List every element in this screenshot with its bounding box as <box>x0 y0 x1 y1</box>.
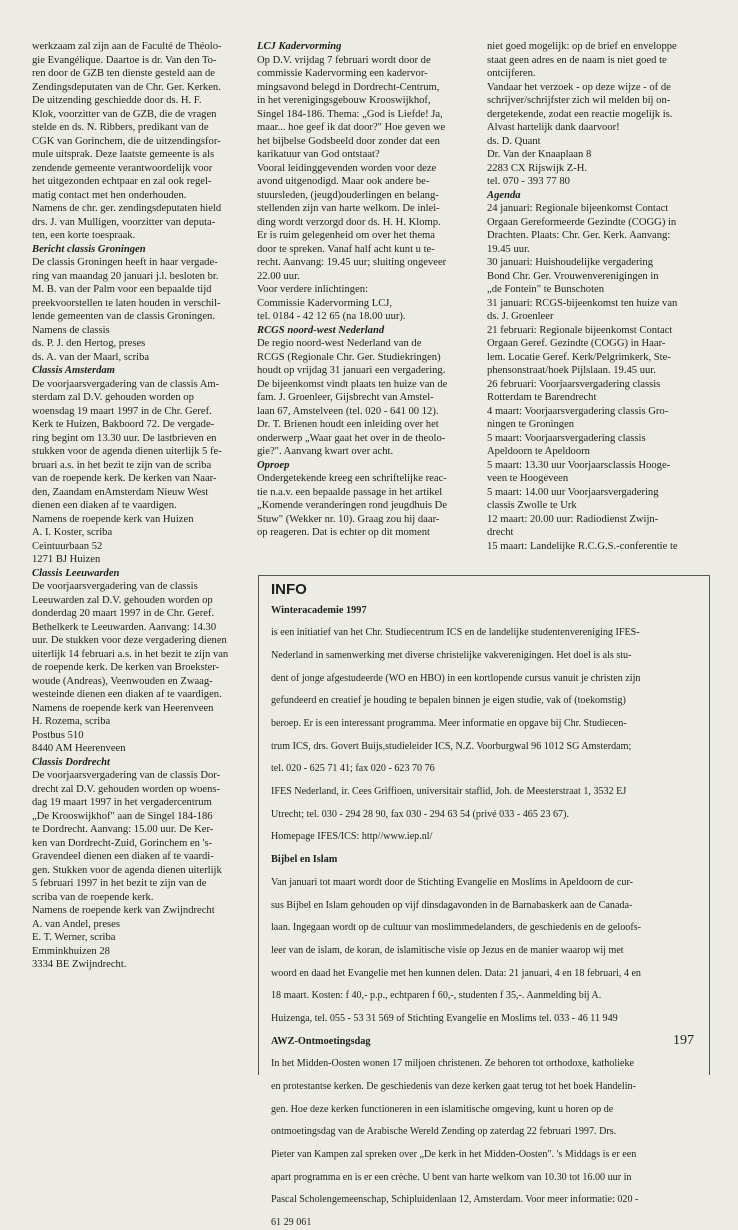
text-line: westeinde dienen een diaken af te vaardigen. <box>32 689 222 700</box>
text-line: 26 februari: Voorjaarsvergadering classis <box>487 378 661 390</box>
text-line: 1271 BJ Huizen <box>32 554 101 565</box>
text-line: ding wordt verzorgd door ds. H. H. Klomp. <box>257 216 441 228</box>
section-heading: RCGS noord-west Nederland <box>257 324 385 336</box>
text-line: woude (Andreas), Veenwouden en Zwaag- <box>32 675 213 687</box>
text-line: avond uitgenodigd. Maar ook andere be- <box>257 176 430 187</box>
article-section <box>487 189 709 554</box>
text-line: uur. De stukken voor deze vergadering dienen <box>32 635 227 646</box>
text-line: gen. Hoe deze kerken functioneren in een islamitische omgeving, kunt u horen op de <box>271 1103 614 1115</box>
text-line: ontmoetingsdag van de Arabische Wereld Zending op zaterdag 22 februari 1997. Drs. <box>271 1126 617 1138</box>
text-line: uiterlijk 14 februari a.s. in het bezit te zijn van <box>32 648 229 660</box>
text-line: ds. J. Groenleer <box>487 311 554 322</box>
text-line: De regio noord-west Nederland van de <box>257 338 422 349</box>
text-line: Op D.V. vrijdag 7 februari wordt door de <box>257 54 431 66</box>
text-line: Namens de roepende kerk van Huizen <box>32 513 194 525</box>
text-line: zendende gemeente verantwoordelijk voor <box>32 162 213 174</box>
text-line: Er is ruim gelegenheid om over het thema <box>257 230 435 241</box>
article-section <box>32 756 248 972</box>
text-line: sus Bijbel en Islam gehouden op vijf dinsdagavonden in de Barnabaskerk aan de Canada- <box>271 899 633 911</box>
text-line: drs. J. van Mulligen, voorzitter van deputa- <box>32 216 216 228</box>
text-line: stukken voor de agenda dienen uiterlijk 5 fe- <box>32 446 222 457</box>
text-line: veen te Hoogeveen <box>487 473 569 484</box>
text-line: Vandaar het verzoek - op deze wijze - of de <box>487 81 671 93</box>
text-line: ring begint om 13.30 uur. De lastbrieven en <box>32 432 217 444</box>
text-line: „de Fontein" te Bunschoten <box>487 284 605 295</box>
text-line: tel. 020 - 625 71 41; fax 020 - 623 70 76 <box>271 763 435 775</box>
text-line: tel. 070 - 393 77 80 <box>487 176 570 187</box>
info-item-heading: Winteracademie 1997 <box>271 604 367 616</box>
text-line: De classis Groningen heeft in haar vergade- <box>32 257 218 268</box>
text-line: Drachten. Plaats: Chr. Ger. Kerk. Aanvang: <box>487 230 671 241</box>
text-line: Stuw" (Wekker nr. 10). Graag zou hij daar- <box>257 513 440 525</box>
text-line: Commissie Kadervorming LCJ, <box>257 297 393 309</box>
text-line: Postbus 510 <box>32 729 84 741</box>
text-line: E. T. Werner, scriba <box>32 932 116 943</box>
text-line: beroep. Er is een interessant programma. Meer informatie en opgave bij Chr. Studiecen- <box>271 718 627 730</box>
article-section <box>32 567 248 756</box>
text-line: houdt op vrijdag 31 januari een vergadering. <box>257 365 446 376</box>
text-line: Dr. T. Brienen houdt een inleiding over het <box>257 419 439 430</box>
text-line: scriba van de roepende kerk. <box>32 891 154 903</box>
text-line: RCGS (Regionale Chr. Ger. Studiekringen) <box>257 351 441 363</box>
text-line: stellenden zijn van harte welkom. De inlei- <box>257 203 440 214</box>
text-line: Orgaan Gereformeerde Gezindte (COGG) in <box>487 216 677 228</box>
text-line: Pascal Scholengemeenschap, Schipluidenlaan 12, Amsterdam. Voor meer informatie: 020 - <box>271 1194 639 1206</box>
text-line: De bijeenkomst vindt plaats ten huize van de <box>257 378 448 390</box>
text-line: De voorjaarsvergadering van de classis Dor- <box>32 770 221 781</box>
text-line: In het Midden-Oosten wonen 17 miljoen christenen. Ze behoren tot orthodoxe, katholieke <box>271 1058 635 1070</box>
text-line: maar... hoe geef ik dat door?" Hoe geven we <box>257 122 446 133</box>
text-line: Namens de chr. ger. zendingsdeputaten hield <box>32 203 222 214</box>
section-heading: Classis Leeuwarden <box>32 567 120 579</box>
text-line: in het verenigingsgebouw Krooswijkhof, <box>257 95 431 106</box>
text-line: trum ICS, drs. Govert Buijs,studieleider ICS, N.Z. Voorburgwal 96 1012 SG Amsterdam; <box>271 740 632 752</box>
text-line: Ondergetekende kreeg een schriftelijke reac- <box>257 473 447 484</box>
text-line: Homepage IFES/ICS: http//www.iep.nl/ <box>271 831 433 843</box>
info-box <box>258 575 710 1229</box>
text-line: sterdam zal D.V. gehouden worden op <box>32 392 194 403</box>
text-line: Emminkhuizen 28 <box>32 945 110 957</box>
text-line: Zendingsdeputaten van de Chr. Ger. Kerken. <box>32 81 221 93</box>
text-line: karikatuur van God ontstaat? <box>257 149 380 160</box>
column-middle <box>257 40 477 540</box>
text-line: 21 februari: Regionale bijeenkomst Contact <box>487 324 673 336</box>
text-line: laan 67, Amstelveen (tel. 020 - 641 00 12). <box>257 405 439 417</box>
text-line: Pieter van Kampen zal spreken over „De kerk in het Midden-Oosten". 's Middags is er een <box>271 1149 637 1161</box>
text-line: onderwerp „Waar gaat het over in de theolo- <box>257 432 446 444</box>
text-line: ten, een korte toespraak. <box>32 230 136 241</box>
text-line: Klok, voorzitter van de GZB, die de vragen <box>32 108 217 120</box>
text-line: Dr. Van der Knaaplaan 8 <box>487 149 592 160</box>
text-line: het uitgezonden echtpaar en zal ook regel- <box>32 176 212 187</box>
text-line: De voorjaarsvergadering van de classis Am- <box>32 378 220 390</box>
text-line: „Komende veranderingen rond jeugdhuis De <box>257 500 448 511</box>
info-item-heading: AWZ-Ontmoetingsdag <box>271 1035 371 1047</box>
text-line: lem. Locatie Geref. Kerk/Pelgrimkerk, Ste- <box>487 351 671 363</box>
text-line: dergetekende, zodat een reactie mogelijk is. <box>487 108 673 120</box>
text-line: dent of jonge afgestudeerde (WO en HBO) in een kortlopende cursus vanuit je christen zijn <box>271 672 641 684</box>
info-title: INFO <box>271 581 307 598</box>
text-line: woord en daad het Evangelie met hen kunnen delen. Data: 21 januari, 4 en 18 februari, 4 en <box>271 967 641 979</box>
text-line: gen. Stukken voor de agenda dienen uiterlijk <box>32 864 222 876</box>
article-section <box>32 364 248 567</box>
text-line: H. Rozema, scriba <box>32 716 111 727</box>
text-line: lende gemeenten van de classis Groningen. <box>32 311 215 322</box>
text-line: Ceintuurbaan 52 <box>32 540 103 552</box>
text-line: het bijbelse Godsbeeld door zonder dat een <box>257 135 440 147</box>
text-line: Van januari tot maart wordt door de Stichting Evangelie en Moslims in Apeldoorn de cur- <box>271 876 633 888</box>
text-line: Nederland in samenwerking met diverse christelijke vakverenigingen. Het doel is als stu- <box>271 649 632 661</box>
text-line: drecht zal D.V. gehouden worden op woens- <box>32 783 221 795</box>
text-line: IFES Nederland, ir. Cees Griffioen, universitair staflid, Joh. de Meesterstraat 1, 3532 EJ <box>271 786 627 798</box>
text-line: Namens de roepende kerk van Heerenveen <box>32 702 214 714</box>
text-line: dienen een diaken af te vaardigen. <box>32 500 177 511</box>
text-line: gefundeerd en creatief je houding te bepalen binnen je eigen studie, vak of (toekomstig) <box>271 695 626 707</box>
text-line: 18 maart. Kosten: f 40,- p.p., echtparen f 60,-, studenten f 35,-. Aanmelding bij A. <box>271 990 602 1002</box>
text-line: niet goed mogelijk: op de brief en enveloppe <box>487 41 677 52</box>
text-line: 3334 BE Zwijndrecht. <box>32 959 127 970</box>
article-section <box>257 459 477 540</box>
text-line: 8440 AM Heerenveen <box>32 743 126 754</box>
text-line: De uitzending geschiedde door ds. H. F. <box>32 95 202 106</box>
text-line: ds. D. Quant <box>487 135 541 147</box>
article-section <box>32 243 248 365</box>
text-line: donderdag 20 maart 1997 in de Chr. Geref. <box>32 608 215 619</box>
text-line: staat geen adres en de naam is niet goed te <box>487 54 667 66</box>
text-line: 24 januari: Regionale bijeenkomst Contact <box>487 203 669 214</box>
text-line: is een initiatief van het Chr. Studiecentrum ICS en de landelijke studentenvereniging IFES- <box>271 627 640 639</box>
article-section <box>257 324 477 459</box>
text-line: en protestantse kerken. De geschiedenis van deze kerken gaat terug tot het boek Handelin- <box>271 1081 636 1093</box>
text-line: commissie Kadervorming een kadervor- <box>257 68 428 79</box>
text-line: matig contact met hen onderhouden. <box>32 189 187 201</box>
text-line: Namens de classis <box>32 324 110 336</box>
text-line: Rotterdam te Barendrecht <box>487 392 597 403</box>
text-line: werkzaam zal zijn aan de Faculté de Théolo- <box>32 41 222 52</box>
text-line: den, Zaandam enAmsterdam Nieuw West <box>32 486 209 498</box>
text-line: 22.00 uur. <box>257 270 300 282</box>
section-heading: Agenda <box>487 189 521 201</box>
text-line: Leeuwarden zal D.V. gehouden worden op <box>32 594 213 606</box>
text-line: op reageren. Dat is echter op dit moment <box>257 527 430 538</box>
info-item <box>271 605 699 844</box>
section-heading: Classis Amsterdam <box>32 365 115 376</box>
text-line: 30 januari: Huishoudelijke vergadering <box>487 257 654 268</box>
text-line: ren door de GZB ten dienste gesteld aan de <box>32 68 215 79</box>
text-line: ken van Dordrecht-Zuid, Gorinchem en 's- <box>32 837 213 849</box>
text-line: bruari a.s. in het bezit te zijn van de scriba <box>32 459 212 471</box>
text-line: Alvast hartelijk dank daarvoor! <box>487 122 620 133</box>
text-line: 19.45 uur. <box>487 243 530 255</box>
text-line: Gravendeel dienen een diaken af te vaardi- <box>32 851 214 862</box>
column-right <box>487 40 709 553</box>
text-line: Kerk te Huizen, Bakboord 72. De vergade- <box>32 419 215 430</box>
text-line: preekvoorstellen te laten houden in verschil- <box>32 297 221 309</box>
intro-paragraph <box>487 40 709 189</box>
text-line: tel. 0184 - 42 12 65 (na 18.00 uur). <box>257 311 406 322</box>
section-heading: LCJ Kadervorming <box>257 41 342 52</box>
text-line: 61 29 061 <box>271 1217 312 1229</box>
text-line: gie?". Aanvang kwart over acht. <box>257 446 394 457</box>
column-left <box>32 40 248 972</box>
text-line: van de roepende kerk. De kerken van Naar- <box>32 473 217 484</box>
text-line: A. I. Koster, scriba <box>32 527 113 538</box>
text-line: dag 19 maart 1997 in het vergadercentrum <box>32 797 212 808</box>
text-line: laan. Ingegaan wordt op de cultuur van moslimmedelanders, de geschiedenis en de geloofs- <box>271 922 641 934</box>
text-line: schrijver/schrijfster zich wil melden bij on- <box>487 95 671 106</box>
text-line: classis Zwolle te Urk <box>487 500 577 511</box>
text-line: 2283 CX Rijswijk Z-H. <box>487 162 588 174</box>
text-line: te Dordrecht. Aanvang: 15.00 uur. De Ker- <box>32 824 214 835</box>
text-line: woensdag 19 maart 1997 in de Chr. Geref. <box>32 405 212 417</box>
text-line: ring van maandag 20 januari j.l. besloten br. <box>32 270 219 282</box>
page-number: 197 <box>673 1033 694 1048</box>
text-line: Bethelkerk te Leeuwarden. Aanvang: 14.30 <box>32 621 217 633</box>
text-line: de roepende kerk. De kerken van Broekster- <box>32 662 220 673</box>
text-line: CGK van Gorinchem, die de uitzendingsfor- <box>32 135 221 147</box>
text-line: Utrecht; tel. 030 - 294 28 90, fax 030 - 294 63 54 (privé 033 - 465 23 67). <box>271 808 569 820</box>
text-line: M. B. van der Palm voor een bepaalde tijd <box>32 284 212 295</box>
text-line: mule uitsprak. Deze laatste gemeente is als <box>32 149 215 160</box>
text-line: drecht <box>487 527 514 538</box>
text-line: apart programma en is er een crèche. U bent van harte welkom van 10.30 tot 16.00 uur in <box>271 1171 632 1183</box>
text-line: fam. J. Groenleer, Gijsbrecht van Amstel- <box>257 392 434 403</box>
text-line: 31 januari: RCGS-bijeenkomst ten huize van <box>487 297 678 309</box>
text-line: phensonstraat/hoek Pijlslaan. 19.45 uur. <box>487 365 656 376</box>
text-line: Namens de roepende kerk van Zwijndrecht <box>32 905 215 916</box>
text-line: ontcijferen. <box>487 68 536 79</box>
text-line: Huizenga, tel. 055 - 53 31 569 of Stichting Evangelie en Moslims tel. 033 - 46 11 949 <box>271 1012 618 1024</box>
text-line: Vooral leidinggevenden worden voor deze <box>257 162 437 174</box>
text-line: stuursleden, (jeugd)ouderlingen en belang- <box>257 189 439 201</box>
text-line: 12 maart: 20.00 uur: Radiodienst Zwijn- <box>487 513 659 525</box>
text-line: 5 maart: 13.30 uur Voorjaarsclassis Hooge- <box>487 459 671 471</box>
text-line: 5 maart: Voorjaarsvergadering classis <box>487 432 646 444</box>
text-line: stelde en ds. N. Ribbers, predikant van de <box>32 122 209 133</box>
section-heading: Bericht classis Groningen <box>32 243 146 255</box>
info-item-heading: Bijbel en Islam <box>271 854 338 866</box>
article-section <box>257 40 477 324</box>
text-line: Singel 184-186. Thema: „God is Liefde! Ja, <box>257 108 443 120</box>
text-line: 4 maart: Voorjaarsvergadering classis Gro- <box>487 405 669 417</box>
text-line: door te spreken. Vanaf half acht kunt u te- <box>257 243 435 255</box>
text-line: tie n.a.v. een bepaalde passage in het artikel <box>257 486 443 498</box>
text-line: mingsavond belegd in Dordrecht-Centrum, <box>257 81 440 93</box>
text-line: Orgaan Geref. Gezindte (COGG) in Haar- <box>487 338 666 349</box>
text-line: gie Evangélique. Daartoe is dr. Van den To- <box>32 54 217 66</box>
text-line: ds. P. J. den Hertog, preses <box>32 338 146 349</box>
text-line: leer van de islam, de koran, de islamitische visie op Jezus en de manier waarop wij met <box>271 944 624 956</box>
text-line: 5 februari 1997 in het bezit te zijn van de <box>32 878 207 889</box>
section-heading: Oproep <box>257 459 290 471</box>
text-line: A. van Andel, preses <box>32 918 120 930</box>
info-item <box>271 1036 699 1230</box>
text-line: 15 maart: Landelijke R.C.G.S.-conferentie te <box>487 540 678 552</box>
info-item <box>271 854 699 1025</box>
text-line: „De Krooswijkhof" aan de Singel 184-186 <box>32 810 213 822</box>
section-heading: Classis Dordrecht <box>32 756 110 768</box>
text-line: De voorjaarsvergadering van de classis <box>32 581 198 592</box>
text-line: Bond Chr. Ger. Vrouwenverenigingen in <box>487 270 659 282</box>
text-line: Apeldoorn te Apeldoorn <box>487 446 590 457</box>
text-line: recht. Aanvang: 19.45 uur; sluiting ongeveer <box>257 257 447 268</box>
text-line: ningen te Groningen <box>487 419 575 430</box>
intro-paragraph <box>32 40 248 243</box>
text-line: ds. A. van der Maarl, scriba <box>32 351 150 363</box>
text-line: 5 maart: 14.00 uur Voorjaarsvergadering <box>487 486 659 498</box>
text-line: Voor verdere inlichtingen: <box>257 284 369 295</box>
